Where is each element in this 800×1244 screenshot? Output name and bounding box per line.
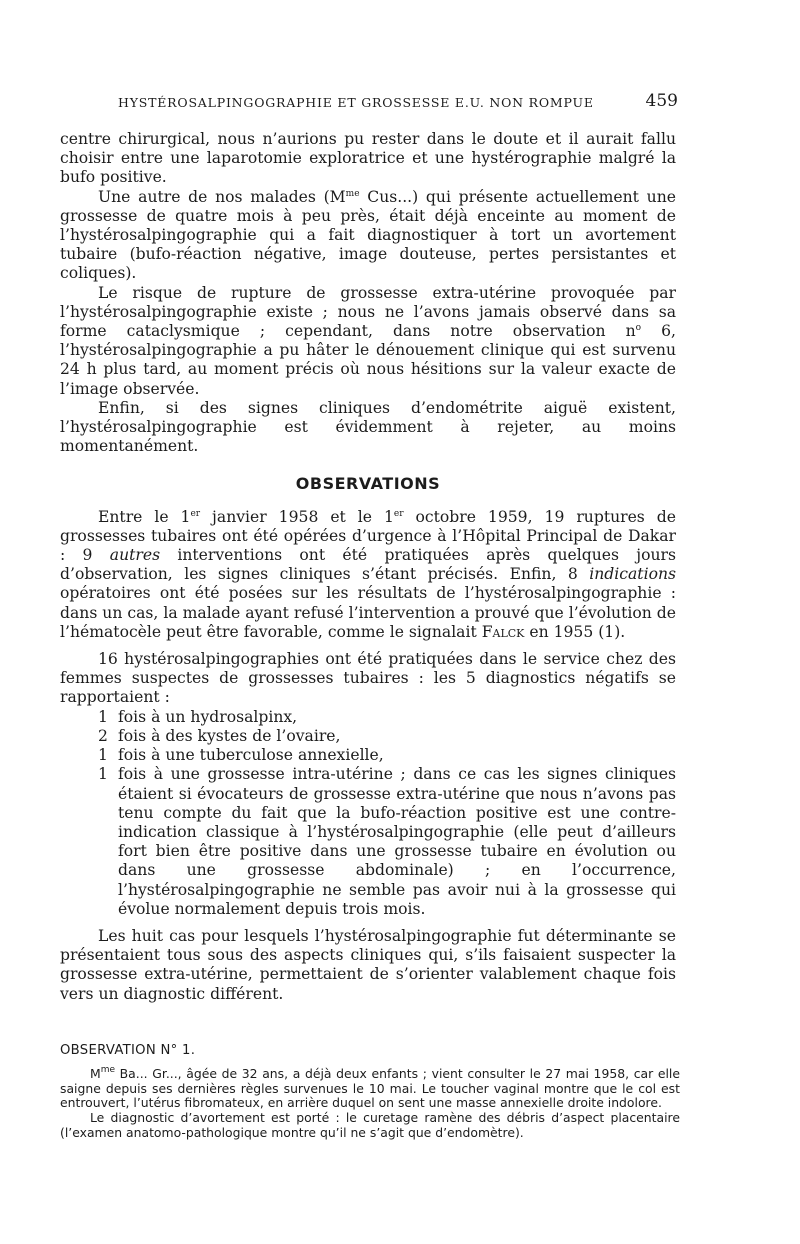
list-number: 1	[98, 765, 108, 784]
case-list	[60, 708, 676, 919]
paragraph-7: Les huit cas pour lesquels l’hystérosalpingographie fut déterminante se présentaient tous sous des aspects cliniques qui, s’ils faisaient suspecter la grossesse extra-utérine, permettaient de s’orienter valablement chaque fois vers un diagnostic différent.	[60, 926, 676, 1003]
text-run: interventions ont été pratiquées après quelques jours d’observation, les signes cliniques s’étant précisés. Enfin, 8	[60, 546, 676, 584]
paragraph-3	[60, 284, 676, 399]
observation-paragraph-2: Le diagnostic d’avortement est porté : le curetage ramène des débris d’aspect placentaire (l’examen anatomo-pathologique montre qu’il ne s’agit que d’endomètre).	[60, 1110, 680, 1140]
paragraph-4: Enfin, si des signes cliniques d’endométrite aiguë existent, l’hystérosalpingographie est évidemment à rejeter, au moins momentanément.	[60, 398, 676, 456]
list-item	[60, 765, 676, 919]
list-text: fois à une grossesse intra-utérine ; dans ce cas les signes cliniques étaient si évocateurs de grossesse extra-utérine que nous n’avons pas tenu compte du fait que la bufo-réaction positive est une contre-indication classique à l’hystérosalpingographie (elle peut d’ailleurs fort bien être positive dans une grossesse tubaire en évolution ou dans une grossesse abdominale) ; en l’occurrence, l’hystérosalpingographie ne semble pas avoir nui à la grossesse qui évolue normalement depuis trois mois.	[118, 765, 676, 918]
text-run: Une autre de nos malades (M	[98, 187, 346, 206]
text-run: 6, l’hystérosalpingographie a pu hâter le dénouement clinique qui est survenu 24 h plus tard, au moment précis où nous hésitions sur la valeur exacte de l’image observée.	[60, 322, 676, 398]
text-run: Le risque de rupture de grossesse extra-utérine provoquée par l’hystérosalpingographie existe ; nous ne l’avons jamais observé dans sa forme cataclysmique ; cependant, dans notre observation n	[60, 283, 676, 341]
text-run: Entre le 1	[98, 507, 191, 526]
list-number: 1	[98, 746, 108, 765]
list-item	[60, 746, 676, 765]
page-number: 459	[645, 91, 678, 111]
superscript: er	[393, 508, 404, 519]
section-title: OBSERVATIONS	[295, 474, 441, 494]
list-number: 2	[98, 726, 108, 745]
observation-block	[60, 1044, 680, 1141]
paragraph-1: centre chirurgical, nous n’aurions pu rester dans le doute et il aurait fallu choisir entre une laparotomie exploratrice et une hystérographie malgré la bufo positive.	[60, 130, 676, 187]
observation-heading: OBSERVATION N° 1.	[60, 1043, 196, 1058]
list-item	[60, 708, 676, 727]
text-run: M	[90, 1065, 101, 1081]
observation-paragraph-1	[60, 1064, 680, 1111]
text-run: Cus...) qui présente actuellement une grossesse de quatre mois à peu près, était déjà enceinte au moment de l’hystérosalpingographie qui a fait diagnostiquer à tort un avortement tubaire (bufo-réaction négative, image douteuse, pertes persistantes et coliques).	[60, 187, 676, 283]
paragraph-6: 16 hystérosalpingographies ont été pratiquées dans le service chez des femmes suspectes de grossesses tubaires : les 5 diagnostics négatifs se rapportaient :	[60, 650, 676, 707]
superscript: me	[100, 1064, 116, 1075]
list-text: fois à un hydrosalpinx,	[118, 707, 298, 726]
running-title: HYSTÉROSALPINGOGRAPHIE ET GROSSESSE E.U. NON ROMPUE	[118, 95, 594, 110]
list-text: fois à une tuberculose annexielle,	[118, 746, 384, 765]
running-header	[118, 91, 678, 112]
list-text: fois à des kystes de l’ovaire,	[118, 726, 341, 745]
list-number: 1	[98, 707, 108, 726]
paragraph-2	[60, 188, 676, 284]
text-run: Ba... Gr..., âgée de 32 ans, a déjà deux enfants ; vient consulter le 27 mai 1958, car elle saigne depuis ses dernières règles survenues le 10 mai. Le toucher vaginal montre que le col est entrouvert, l’utérus fibromateux, en arrière duquel on sent une masse annexielle droite indolore.	[60, 1065, 680, 1111]
superscript: er	[190, 508, 201, 519]
paragraph-5	[60, 508, 676, 642]
text-run: en 1955 (1).	[524, 622, 626, 641]
text-run: octobre 1959, 19 ruptures de grossesses tubaires ont été opérées d’urgence à l’Hôpital Principal de Dakar : 9	[60, 507, 676, 565]
emphasis: indications	[589, 565, 676, 584]
emphasis: autres	[109, 546, 161, 565]
list-item	[60, 727, 676, 746]
superscript: me	[345, 188, 360, 199]
text-run: janvier 1958 et le 1	[200, 507, 394, 526]
author-name: Falck	[481, 622, 525, 641]
text-run: opératoires ont été posées sur les résultats de l’hystérosalpingographie : dans un cas, la malade ayant refusé l’intervention a prouvé que l’évolution de l’hématocèle peut être favorable, comme le signalait	[60, 584, 676, 641]
main-text	[60, 130, 676, 1004]
superscript: o	[635, 323, 642, 334]
